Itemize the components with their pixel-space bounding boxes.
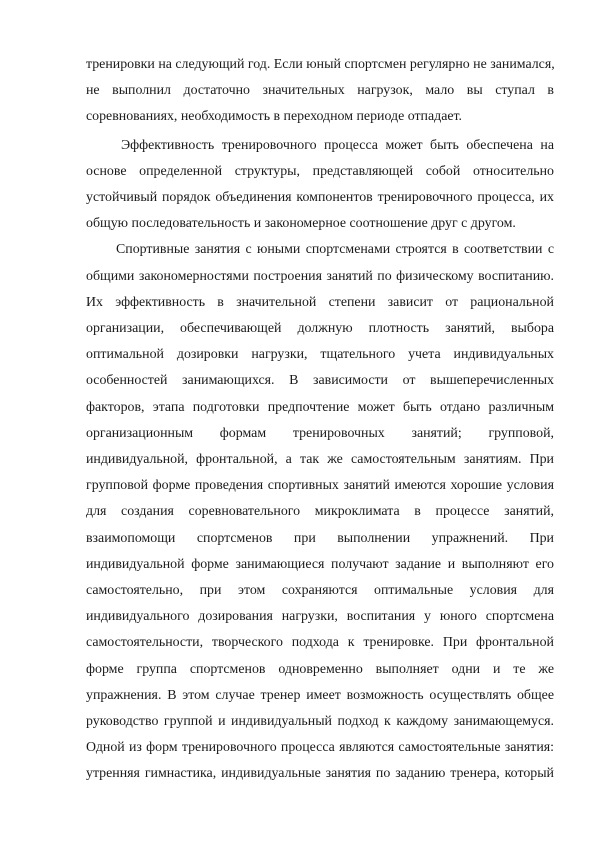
- text-line: форме группа спортсменов одновременно выполняет одни и те же: [86, 661, 554, 677]
- text-line: индивидуального дозирования нагрузки, воспитания у юного спортсмена: [86, 609, 554, 625]
- text-line: Одной из форм тренировочного процесса являются самостоятельные занятия:: [86, 740, 554, 756]
- text-line: Их эффективность в значительной степени зависит от рациональной: [86, 294, 554, 310]
- text-line: утренняя гимнастика, индивидуальные занятия по заданию тренера, который: [86, 766, 554, 782]
- text-line: для создания соревновательного микроклимата в процессе занятий,: [86, 504, 554, 520]
- text-line: самостоятельности, творческого подхода к тренировке. При фронтальной: [86, 635, 554, 651]
- text-line: устойчивый порядок объединения компонентов тренировочного процесса, их: [86, 190, 554, 206]
- text-line: взаимопомощи спортсменов при выполнении упражнений. При: [86, 530, 554, 546]
- text-line: факторов, этапа подготовки предпочтение может быть отдано различным: [86, 399, 554, 415]
- text-line: индивидуальной форме занимающиеся получают задание и выполняют его: [86, 556, 554, 572]
- text-line: групповой форме проведения спортивных занятий имеются хорошие условия: [86, 478, 554, 494]
- text-line: руководство группой и индивидуальный подход к каждому занимающемуся.: [86, 714, 554, 730]
- text-line: основе определенной структуры, представляющей собой относительно: [86, 163, 554, 179]
- text-line: общими закономерностями построения занятий по физическому воспитанию.: [86, 268, 554, 284]
- text-line: самостоятельно, при этом сохраняются оптимальные условия для: [86, 583, 554, 599]
- text-line: организационным формам тренировочных занятий; групповой,: [86, 425, 554, 441]
- text-line: Спортивные занятия с юными спортсменами строятся в соответствии с: [116, 242, 554, 258]
- text-line: особенностей занимающихся. В зависимости от вышеперечисленных: [86, 373, 554, 389]
- text-line: оптимальной дозировки нагрузки, тщательного учета индивидуальных: [86, 347, 554, 363]
- text-line: организации, обеспечивающей должную плотность занятий, выбора: [86, 321, 554, 337]
- text-line: упражнения. В этом случае тренер имеет возможность осуществлять общее: [86, 687, 554, 703]
- text-line: общую последовательность и закономерное соотношение друг с другом.: [86, 216, 516, 232]
- text-line: не выполнил достаточно значительных нагрузок, мало вы ступал в: [86, 83, 554, 99]
- text-line: индивидуальной, фронтальной, а так же самостоятельным занятиям. При: [86, 452, 554, 468]
- document-body: [86, 52, 554, 788]
- text-line: тренировки на следующий год. Если юный спортсмен регулярно не занимался,: [86, 57, 555, 72]
- text-line: соревнованиях, необходимость в переходном периоде отпадает.: [86, 109, 463, 125]
- text-line: Эффективность тренировочного процесса может быть обеспечена на: [121, 137, 554, 153]
